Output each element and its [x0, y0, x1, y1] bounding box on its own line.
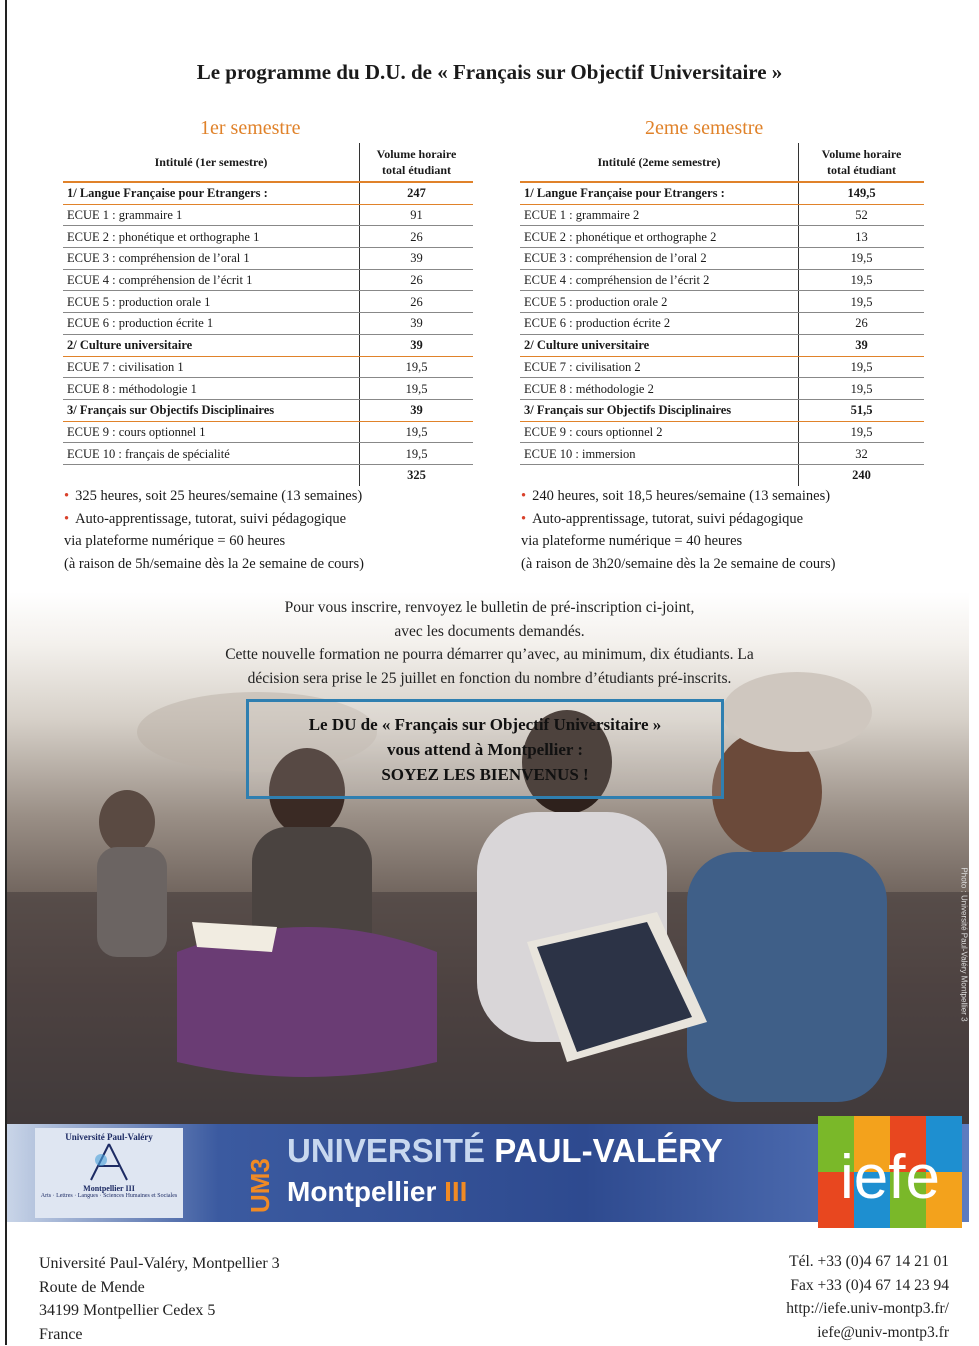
course-hours: 19,5 — [799, 291, 925, 313]
course-hours: 19,5 — [360, 356, 474, 378]
course-hours: 39 — [360, 248, 474, 270]
info-line: décision sera prise le 25 juillet en fonction du nombre d’étudiants pré-inscrits. — [247, 669, 732, 687]
course-label: 1/ Langue Française pour Etrangers : — [520, 182, 799, 204]
table-row — [63, 443, 473, 465]
welcome-line: SOYEZ LES BIENVENUS ! — [381, 765, 589, 784]
postal-address: Université Paul-Valéry, Montpellier 3 Route de Mende 34199 Montpellier Cedex 5 France — [39, 1255, 280, 1343]
bullet-icon: • — [521, 510, 527, 527]
course-hours: 32 — [799, 443, 925, 465]
col-hours-header: Volume horaire total étudiant — [360, 143, 474, 182]
table-row — [520, 226, 924, 248]
course-hours: 19,5 — [360, 443, 474, 465]
course-hours: 91 — [360, 204, 474, 226]
category-row — [520, 334, 924, 356]
contact-info — [786, 1250, 949, 1344]
course-label: 2/ Culture universitaire — [63, 334, 360, 356]
course-label: 3/ Français sur Objectifs Disciplinaires — [63, 399, 360, 421]
upv-emblem-icon — [79, 1142, 139, 1182]
bullet-icon: • — [521, 488, 527, 504]
note-line: • 240 heures, soit 18,5 heures/semaine (13 semaines) — [521, 488, 831, 504]
course-label: ECUE 3 : compréhension de l’oral 1 — [63, 248, 360, 270]
website-link[interactable]: http://iefe.univ-montp3.fr/ — [786, 1300, 949, 1317]
info-line: Pour vous inscrire, renvoyez le bulletin de pré-inscription ci-joint, — [284, 599, 695, 616]
table-row — [63, 269, 473, 291]
table-row — [520, 313, 924, 335]
table-row — [63, 226, 473, 248]
course-label: ECUE 3 : compréhension de l’oral 2 — [520, 248, 799, 270]
table-row — [520, 378, 924, 400]
course-label: ECUE 1 : grammaire 2 — [520, 204, 799, 226]
course-hours: 26 — [799, 313, 925, 335]
table-row — [63, 204, 473, 226]
table-row — [520, 269, 924, 291]
course-hours: 19,5 — [799, 356, 925, 378]
col-title-header: Intitulé (1er semestre) — [63, 143, 360, 182]
bullet-icon: • — [64, 488, 70, 504]
course-hours: 26 — [360, 291, 474, 313]
page-title: Le programme du D.U. de « Français sur Objectif Universitaire » — [196, 60, 783, 84]
course-hours: 325 — [360, 464, 474, 485]
course-label: ECUE 6 : production écrite 2 — [520, 313, 799, 335]
course-label: ECUE 5 : production orale 2 — [520, 291, 799, 313]
iefe-logo — [818, 1116, 962, 1228]
total-row — [63, 464, 473, 485]
semester-1-heading: 1er semestre — [200, 117, 301, 139]
course-hours: 247 — [360, 182, 474, 204]
course-hours: 26 — [360, 269, 474, 291]
course-label: ECUE 9 : cours optionnel 1 — [63, 421, 360, 443]
course-label: ECUE 4 : compréhension de l’écrit 1 — [63, 269, 360, 291]
course-label: ECUE 5 : production orale 1 — [63, 291, 360, 313]
course-label — [63, 464, 360, 485]
course-hours: 240 — [799, 464, 925, 485]
semester-2-notes — [521, 485, 835, 575]
course-label: ECUE 10 : immersion — [520, 443, 799, 465]
table-row — [520, 248, 924, 270]
course-hours: 39 — [360, 313, 474, 335]
category-row — [63, 399, 473, 421]
course-label: ECUE 9 : cours optionnel 2 — [520, 421, 799, 443]
course-label: ECUE 10 : français de spécialité — [63, 443, 360, 465]
category-row — [520, 182, 924, 204]
info-line: Cette nouvelle formation ne pourra démarrer qu’avec, au minimum, dix étudiants. La — [225, 646, 754, 663]
course-hours: 51,5 — [799, 399, 925, 421]
course-label: ECUE 7 : civilisation 2 — [520, 356, 799, 378]
photo-credit: Photo : Université Paul-Valéry Montpellier 3 — [959, 867, 969, 1022]
col-title-header: Intitulé (2eme semestre) — [520, 143, 799, 182]
course-hours: 13 — [799, 226, 925, 248]
course-hours: 39 — [360, 399, 474, 421]
col-hours-header: Volume horaire total étudiant — [799, 143, 925, 182]
table-row — [520, 204, 924, 226]
course-label: 3/ Français sur Objectifs Disciplinaires — [520, 399, 799, 421]
bullet-icon: • — [64, 510, 70, 527]
university-name: UNIVERSITÉ PAUL-VALÉRY — [287, 1132, 723, 1169]
table-row — [63, 291, 473, 313]
course-label: ECUE 2 : phonétique et orthographe 2 — [520, 226, 799, 248]
course-label: ECUE 2 : phonétique et orthographe 1 — [63, 226, 360, 248]
note-line: via plateforme numérique = 40 heures — [521, 533, 743, 549]
city-name: Montpellier III — [287, 1176, 468, 1207]
email-link[interactable]: iefe@univ-montp3.fr — [817, 1323, 949, 1341]
category-row — [63, 182, 473, 204]
semester-1-table — [63, 143, 473, 486]
table-row — [63, 356, 473, 378]
course-hours: 19,5 — [799, 248, 925, 270]
course-hours: 19,5 — [799, 269, 925, 291]
course-hours: 39 — [360, 334, 474, 356]
course-hours: 149,5 — [799, 182, 925, 204]
course-label: 2/ Culture universitaire — [520, 334, 799, 356]
fax: Fax +33 (0)4 67 14 23 94 — [790, 1276, 949, 1294]
note-line: • Auto-apprentissage, tutorat, suivi pédagogique — [64, 510, 347, 527]
course-hours: 39 — [799, 334, 925, 356]
welcome-box — [246, 699, 724, 799]
category-row — [63, 334, 473, 356]
course-hours: 19,5 — [799, 421, 925, 443]
table-row — [63, 248, 473, 270]
course-hours: 19,5 — [799, 378, 925, 400]
semester-1-notes — [64, 485, 364, 575]
course-label: ECUE 6 : production écrite 1 — [63, 313, 360, 335]
table-row — [63, 378, 473, 400]
course-hours: 19,5 — [360, 421, 474, 443]
table-row — [520, 356, 924, 378]
course-label: 1/ Langue Française pour Etrangers : — [63, 182, 360, 204]
note-line: • 325 heures, soit 25 heures/semaine (13 semaines) — [64, 488, 363, 504]
table-row — [520, 443, 924, 465]
table-row — [520, 291, 924, 313]
welcome-line: vous attend à Montpellier : — [386, 740, 584, 759]
welcome-line: Le DU de « Français sur Objectif Universitaire » — [308, 715, 662, 734]
table-row — [63, 421, 473, 443]
um3-label: UM3 — [245, 1158, 275, 1213]
course-label — [520, 464, 799, 485]
semester-2-table — [520, 143, 924, 486]
course-label: ECUE 8 : méthodologie 1 — [63, 378, 360, 400]
note-line: via plateforme numérique = 60 heures — [64, 533, 286, 549]
course-hours: 52 — [799, 204, 925, 226]
note-line: (à raison de 5h/semaine dès la 2e semaine de cours) — [64, 555, 364, 572]
course-hours: 19,5 — [360, 378, 474, 400]
course-label: ECUE 8 : méthodologie 2 — [520, 378, 799, 400]
total-row — [520, 464, 924, 485]
upv-logo: Université Paul-Valéry Montpellier III Arts · Lettres · Langues · Sciences Humaines et Sociales — [35, 1128, 183, 1218]
note-line: (à raison de 3h20/semaine dès la 2e semaine de cours) — [521, 555, 836, 572]
info-line: avec les documents demandés. — [394, 622, 585, 640]
note-line: • Auto-apprentissage, tutorat, suivi pédagogique — [521, 510, 804, 527]
course-label: ECUE 7 : civilisation 1 — [63, 356, 360, 378]
svg-text:iefe: iefe — [840, 1143, 940, 1212]
semester-2-heading: 2eme semestre — [645, 117, 764, 139]
phone: Tél. +33 (0)4 67 14 21 01 — [789, 1253, 949, 1270]
registration-info — [0, 596, 979, 690]
category-row — [520, 399, 924, 421]
course-hours: 26 — [360, 226, 474, 248]
course-label: ECUE 4 : compréhension de l’écrit 2 — [520, 269, 799, 291]
table-row — [520, 421, 924, 443]
table-row — [63, 313, 473, 335]
course-label: ECUE 1 : grammaire 1 — [63, 204, 360, 226]
